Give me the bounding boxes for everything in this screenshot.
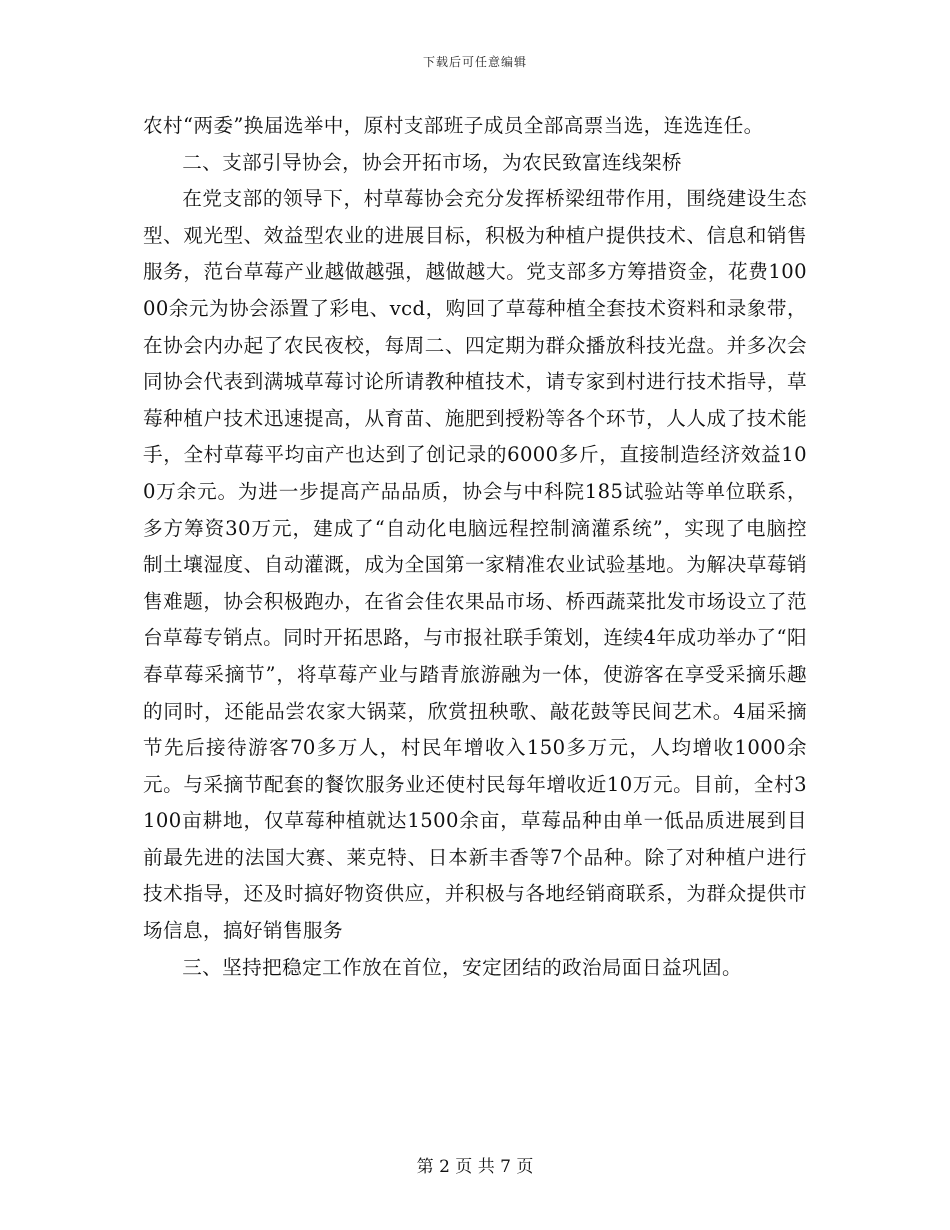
- section-heading-3: 三、坚持把稳定工作放在首位，安定团结的政治局面日益巩固。: [182, 955, 743, 979]
- paragraph-body: 在党支部的领导下，村草莓协会充分发挥桥梁纽带作用，围绕建设生态型、观光型、效益型农业的进展目标，积极为种植户提供技术、信息和销售服务，范台草莓产业越做越强，越做越大。党支部多方筹措资金，花费10000余元为协会添置了彩电、vcd，购回了草莓种植全套技术资料和录象带，在协会内办起了农民夜校，每周二、四定期为群众播放科技光盘。并多次会同协会代表到满城草莓讨论所请教种植技术，请专家到村进行技术指导，草莓种植户技术迅速提高，从育苗、施肥到授粉等各个环节，人人成了技术能手，全村草莓平均亩产也达到了创记录的6000多斤，直接制造经济效益100万余元。为进一步提高产品品质，协会与中科院185试验站等单位联系，多方筹资30万元，建成了“自动化电脑远程控制滴灌系统”，实现了电脑控制土壤湿度、自动灌溉，成为全国第一家精准农业试验基地。为解决草莓销售难题，协会积极跑办，在省会佳农果品市场、桥西蔬菜批发市场设立了范台草莓专销点。同时开拓思路，与市报社联手策划，连续4年成功举办了“阳春草莓采摘节”，将草莓产业与踏青旅游融为一体，使游客在享受采摘乐趣的同时，还能品尝农家大锅菜，欣赏扭秧歌、敲花鼓等民间艺术。4届采摘节先后接待游客70多万人，村民年增收入150多万元，人均增收1000余元。与采摘节配套的餐饮服务业还使村民每年增收近10万元。目前，全村3100亩耕地，仅草莓种植就达1500余亩，草莓品种由单一低品质进展到目前最先进的法国大赛、莱克特、日本新丰香等7个品种。除了对种植户进行技术指导，还及时搞好物资供应，并积极与各地经销商联系，为群众提供市场信息，搞好销售服务: [143, 187, 807, 943]
- page-number-footer: [0, 1152, 950, 1177]
- document-body: [143, 108, 807, 986]
- paragraph-continuation: 农村“两委”换届选举中，原村支部班子成员全部高票当选，连选连任。: [143, 114, 764, 137]
- page-number-text: 第 2 页 共 7 页: [416, 1157, 534, 1177]
- page-header: 下载后可任意编辑: [422, 55, 527, 69]
- section-heading-2: 二、支部引导协会，协会开拓市场，为农民致富连线架桥: [182, 150, 683, 174]
